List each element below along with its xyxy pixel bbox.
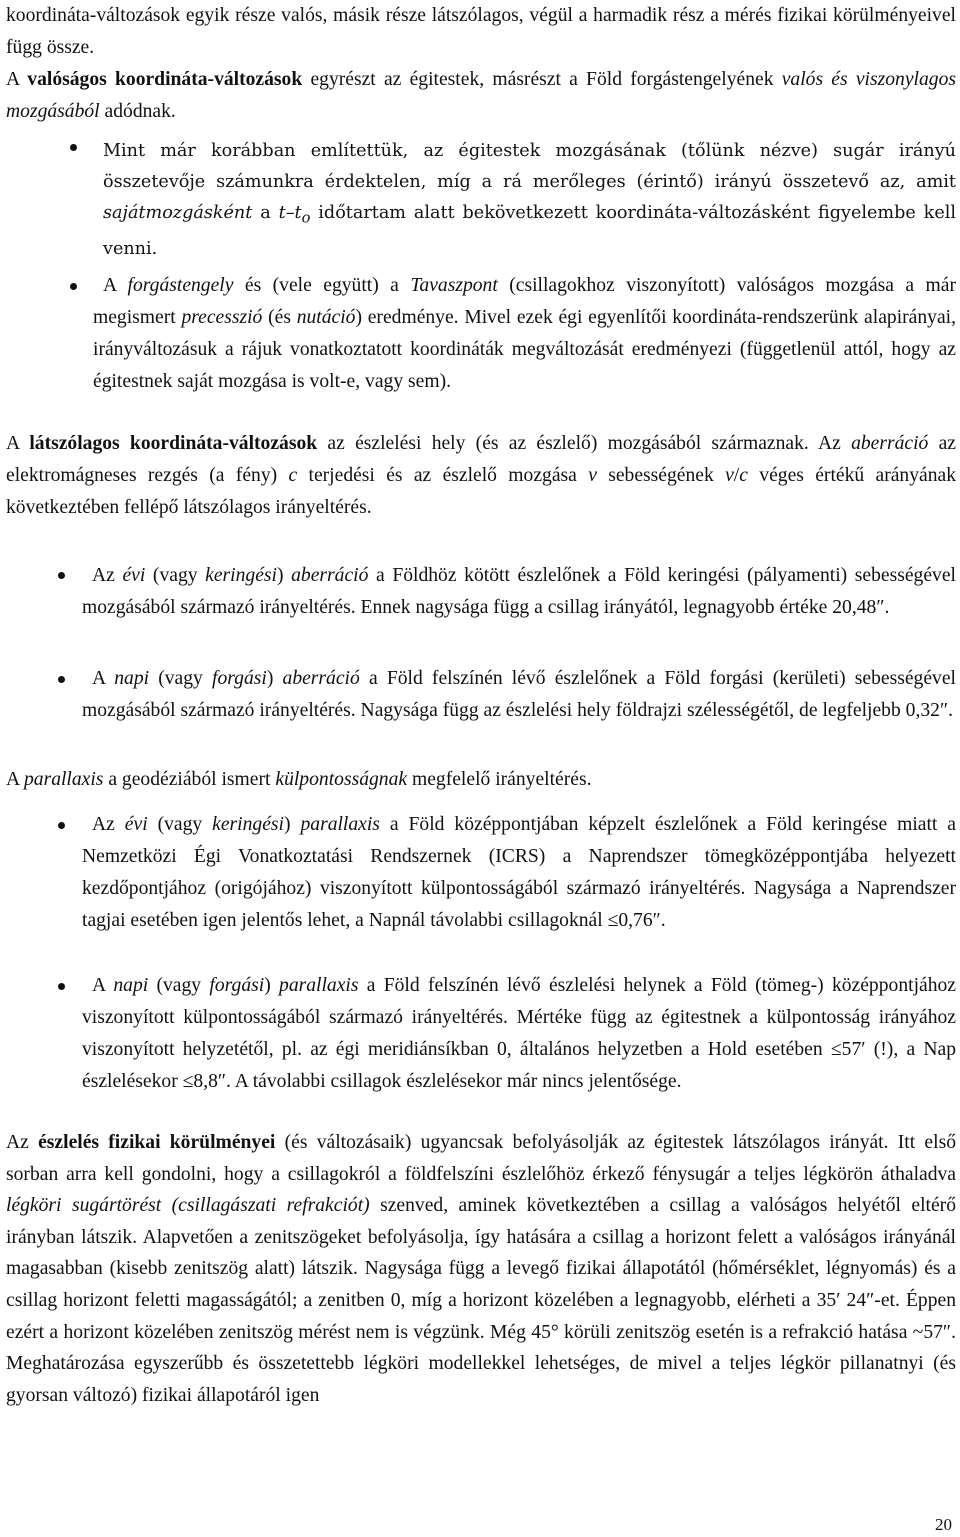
term-orbital: keringési	[205, 565, 277, 586]
symbol-less-equal: ≤	[830, 1039, 842, 1060]
term-eccentricity: külpontosságnak	[275, 769, 408, 790]
text-run: (és	[262, 307, 297, 328]
apparent-changes-paragraph	[6, 428, 956, 524]
term-aberration: aberráció	[282, 668, 360, 689]
text-run: ) eredménye. Mivel ezek égi egyenlítői koordináta-rendszerünk alapirányai, irányváltozásuk a rájuk vonatkoztatott koordináták megváltozását eredményezi (függetlenül attól, hogy az égitestnek saját mozgása is volt-e, vagy sem).	[93, 307, 956, 392]
bullet-text	[82, 809, 956, 937]
bullet-text	[93, 270, 956, 398]
symbol-dash: –	[285, 203, 295, 223]
text-run: Mint már korábban említettük, az égitestek mozgásának (tőlünk nézve) sugár irányú összetevője számunkra érdektelen, míg a rá merőleges (érintő) irányú összetevő az, amit	[103, 141, 956, 192]
term-precession: precesszió	[181, 307, 263, 328]
symbol-less-equal: ≤	[182, 1071, 194, 1092]
bullet-dot-icon	[58, 822, 65, 829]
list-item-annual-aberration	[82, 560, 956, 624]
bullet-text	[103, 136, 956, 265]
parallax-paragraph	[6, 764, 956, 796]
text-run: (és változásaik) ugyancsak befolyásolják az égitestek látszólagos irányát. Itt első sorban arra kell gondolni, hogy a csillagokról a földfelszíni észlelőhöz érkező fénysugár a teljes légkörön áthaladva	[6, 1132, 956, 1185]
term-aberration: aberráció	[291, 565, 369, 586]
intro-section	[6, 0, 956, 128]
list-item-annual-parallax	[82, 809, 956, 937]
symbol-c: c	[739, 465, 748, 486]
text-run: Az	[6, 1132, 39, 1153]
symbol-c: c	[288, 465, 298, 486]
term-rotation-axis: forgástengely	[127, 275, 234, 296]
symbol-subscript-o: o	[301, 209, 311, 227]
text-run: a Földhöz kötött észlelőnek a Föld keringési (pályamenti) sebességével mozgásából származó irányeltérés. Ennek nagysága függ a csillag irányától, legnagyobb értéke 20,48″.	[82, 565, 956, 618]
text-run: (vagy	[145, 565, 206, 586]
symbol-t: t	[294, 203, 302, 223]
bullet-dot-icon	[70, 283, 77, 290]
bullet-text	[82, 560, 956, 624]
intro-text: koordináta-változások egyik része valós, másik része látszólagos, végül a harmadik rész a mérés fizikai körülményeivel függ össze.	[6, 5, 956, 58]
text-run: A	[92, 668, 115, 689]
term-vernal-point: Tavaszpont	[410, 275, 498, 296]
text-run: megfelelő irányeltérés.	[407, 769, 592, 790]
text-run: (vagy	[147, 814, 213, 835]
page-number: 20	[935, 1515, 952, 1534]
text-run: A	[6, 769, 24, 790]
text-run: a Föld felszínén lévő észlelési helynek a Föld (tömeg-) középpontjához viszonyított külpontosságából származó irányeltérés. Mértéke függ az égitestnek a külpontosság irányához viszonyított helyzetétől, pl. az égi meridiánsíkban 0, általános helyzetben a Hold esetében	[82, 975, 956, 1060]
parallax-section	[6, 764, 956, 796]
list-item-proper-motion	[103, 136, 956, 265]
physical-conditions-paragraph	[6, 1127, 956, 1411]
term-proper-motion: sajátmozgásként	[103, 203, 253, 223]
text-run: )	[276, 565, 292, 586]
bullet-dot-icon	[70, 144, 77, 151]
term-aberration: aberráció	[851, 433, 929, 454]
term-parallax: parallaxis	[23, 769, 104, 790]
bullet-dot-icon	[58, 983, 65, 990]
term-parallax: parallaxis	[300, 814, 380, 835]
term-orbital: keringési	[212, 814, 284, 835]
text-run: 8,8″. A távolabbi csillagok észlelésekor már nincs jelentősége.	[193, 1071, 682, 1092]
term-refraction: légköri sugártörést (csillagászati refrakciót)	[6, 1195, 370, 1217]
text-run: a Föld felszínén lévő észlelőnek a Föld forgási (kerületi) sebességével mozgásából származó irányeltérés. Nagysága függ az észlelési hely földrajzi szélességétől, de legfeljebb 0,32″.	[82, 668, 956, 721]
text-run: A	[92, 975, 114, 996]
text-run: adódnak.	[99, 101, 176, 122]
text-run: a	[252, 203, 279, 223]
bullet-dot-icon	[58, 572, 65, 579]
text-run: az elektromágneses rezgés (a fény)	[6, 433, 957, 486]
text-run: a geodéziából ismert	[103, 769, 276, 790]
term-annual: évi	[124, 814, 148, 835]
text-run: )	[266, 668, 283, 689]
physical-conditions-section	[6, 1127, 956, 1411]
text-run: (vagy	[149, 668, 213, 689]
symbol-slash: /	[733, 465, 740, 486]
text-run: )	[283, 814, 301, 835]
text-run: egyrészt az égitestek, másrészt a Föld forgástengelyének	[302, 69, 782, 90]
bullet-text	[82, 970, 956, 1098]
term-diurnal: napi	[113, 975, 149, 996]
text-run: és (vele együtt) a	[233, 275, 411, 296]
text-run: (vagy	[148, 975, 210, 996]
term-physical-conditions: észlelés fizikai körülményei	[38, 1132, 276, 1153]
term-parallax: parallaxis	[279, 975, 359, 996]
text-run: Az	[92, 565, 123, 586]
text-run: A	[6, 69, 28, 90]
text-run: szenved, aminek következtében a csillag a valóságos helyétől eltérő irányban látszik. Alapvetően a zenitszögeket befolyásolja, így hatására a csillag a horizont felett a valóságos irányánál magasabban (kisebb zenitszög alatt) látszik. Nagysága függ a levegő fizikai állapotától (hőmérséklet, légnyomás) és a csillag horizont feletti magasságától; a zenitben 0, míg a horizont közelében a legnagyobb, elérheti a 35′ 24″-et. Éppen ezért a horizont közelében zenitszög mérést nem is végzünk. Még 45° körüli zenitszög esetén is a refrakció hatása ~57″. Meghatározása egyszerűbb és összetettebb légköri modellekkel lehetséges, de mivel a teljes légkör pillanatnyi (és gyorsan változó) fizikai állapotáról igen	[6, 1195, 956, 1406]
list-item-rotation-axis	[93, 270, 956, 398]
term-nutation: nutáció	[296, 307, 356, 328]
symbol-t: t	[278, 203, 286, 223]
text-run: A	[103, 275, 128, 296]
text-run: a Föld középpontjában képzelt észlelőnek a Föld keringése miatt a Nemzetközi Égi Vonatkoztatási Rendszernek (ICRS) a Naprendszer tömegközéppontjába helyezett kezdőpontjához (origójához) viszonyított külpontosságából származó irányeltérés. Nagysága a Naprendszer tagjai esetében igen jelentős lehet, a Napnál távolabbi csillagoknál	[82, 814, 956, 931]
text-run: az észlelési hely (és az észlelő) mozgásából származnak. Az	[317, 433, 852, 454]
text-run: (csillagokhoz viszonyított) valóságos mozgása a már megismert	[93, 275, 957, 328]
text-run: terjedési és az észlelő mozgása	[297, 465, 589, 486]
text-run: 0,76″.	[618, 910, 666, 931]
term-annual: évi	[122, 565, 146, 586]
real-changes-paragraph	[6, 64, 956, 128]
term-real-coordinate-changes: valóságos koordináta-változások	[27, 69, 303, 90]
symbol-v: v	[588, 465, 597, 486]
text-run: 57′ (!), a Nap észlelésekor	[82, 1039, 957, 1092]
term-rotational: forgási	[209, 975, 265, 996]
text-run: véges értékű arányának következtében fellépő látszólagos irányeltérés.	[6, 465, 956, 518]
bullet-dot-icon	[58, 676, 65, 683]
apparent-changes-section	[6, 428, 956, 524]
emphasis-motion: valós és viszonylagos mozgásából	[6, 69, 956, 122]
text-run: )	[264, 975, 280, 996]
list-item-diurnal-parallax	[82, 970, 956, 1098]
symbol-v: v	[725, 465, 734, 486]
symbol-less-equal: ≤	[607, 910, 619, 931]
text-run: A	[6, 433, 30, 454]
intro-paragraph	[6, 0, 956, 64]
term-rotational: forgási	[212, 668, 267, 689]
text-run: Az	[92, 814, 125, 835]
list-item-diurnal-aberration	[82, 663, 956, 727]
term-apparent-coordinate-changes: látszólagos koordináta-változások	[29, 433, 318, 454]
bullet-text	[82, 663, 956, 727]
term-diurnal: napi	[114, 668, 150, 689]
text-run: időtartam alatt bekövetkezett koordináta-változásként figyelembe kell venni.	[103, 203, 956, 259]
text-run: sebességének	[596, 465, 726, 486]
